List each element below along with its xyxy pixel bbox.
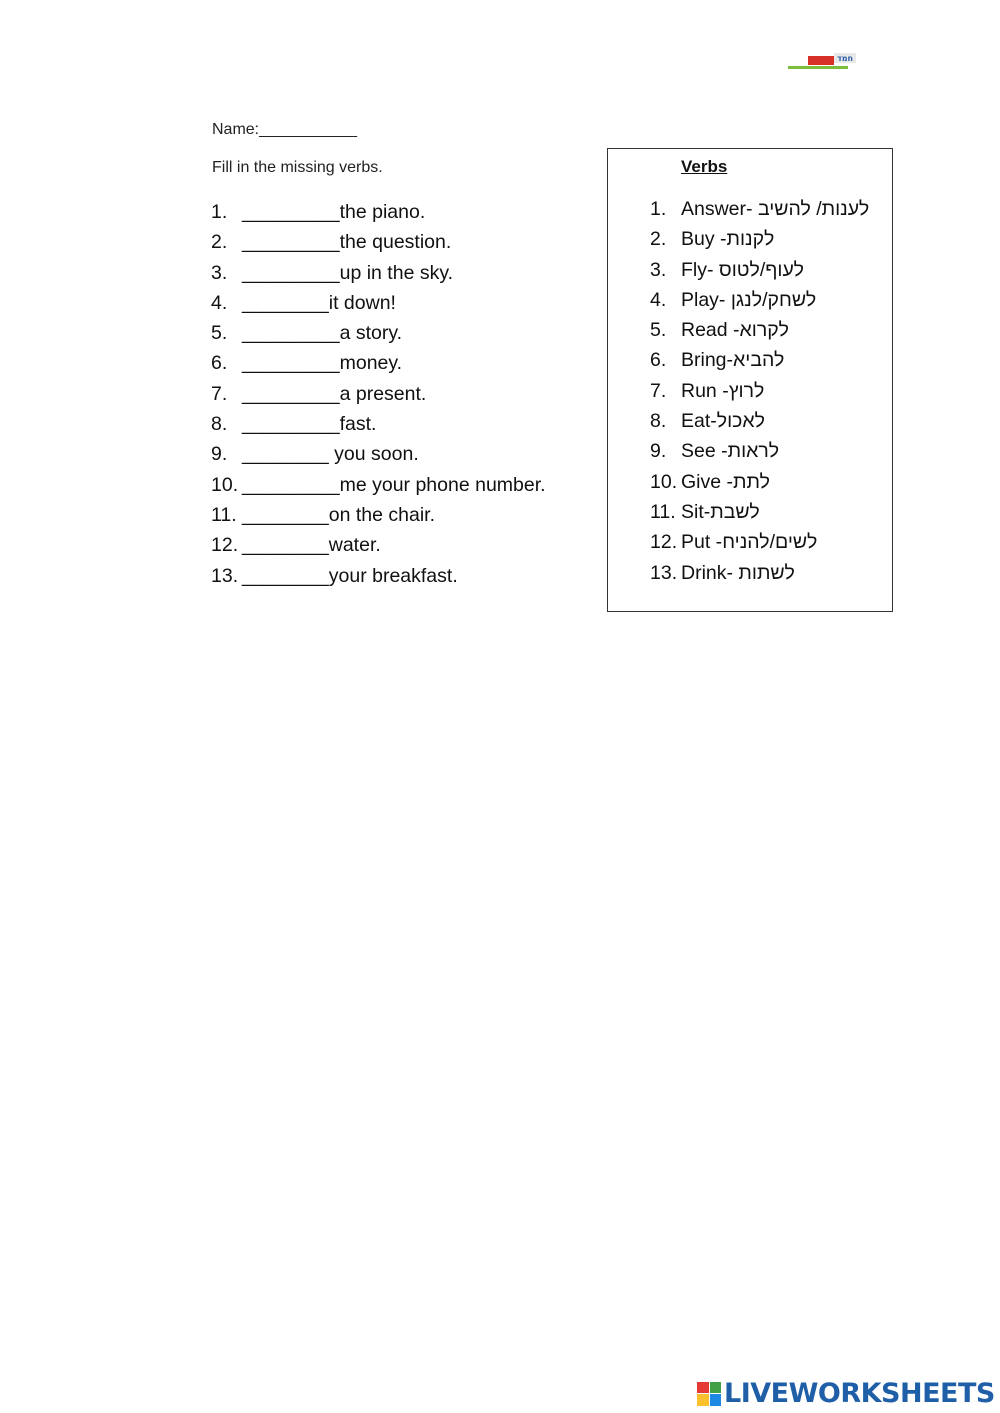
liveworksheets-logo-icon xyxy=(697,1382,721,1406)
verb-number: 11. xyxy=(650,500,676,523)
instruction-text: Fill in the missing verbs. xyxy=(212,159,383,176)
exercise-item xyxy=(211,471,546,501)
verb-item xyxy=(650,468,869,498)
item-sentence: _________the piano. xyxy=(242,201,426,223)
item-sentence: _________money. xyxy=(242,352,403,375)
name-field-label: Name:___________ xyxy=(212,121,358,138)
item-sentence: _________me your phone number. xyxy=(242,473,546,496)
verb-text: Sit-לשבת xyxy=(681,500,760,523)
verbs-title: Verbs xyxy=(681,157,728,176)
verb-text: Drink- לשתות xyxy=(681,561,795,584)
verb-item xyxy=(650,437,869,467)
item-number: 12. xyxy=(211,534,239,557)
verb-item xyxy=(650,377,869,407)
verb-number: 1. xyxy=(650,198,667,220)
verb-text: Give -לתת xyxy=(681,470,770,493)
item-number: 2. xyxy=(211,231,228,254)
item-sentence: _________fast. xyxy=(242,413,377,436)
item-number: 8. xyxy=(211,413,228,436)
verb-item xyxy=(650,559,869,589)
exercise-item xyxy=(211,410,546,440)
item-sentence: _________the question. xyxy=(242,231,452,254)
verb-item xyxy=(650,346,869,376)
item-sentence: _________a present. xyxy=(242,382,427,405)
exercise-item xyxy=(211,259,546,289)
item-number: 3. xyxy=(211,261,228,284)
exercise-item xyxy=(211,562,546,592)
verb-text: Put -לשים/להניח xyxy=(681,531,818,554)
item-sentence: ________on the chair. xyxy=(242,503,436,526)
verb-item xyxy=(650,528,869,558)
exercise-item xyxy=(211,440,546,470)
verb-text: Answer- לענות/ להשיב xyxy=(681,198,870,220)
exercise-item xyxy=(211,349,546,379)
verb-number: 2. xyxy=(650,228,667,251)
verb-text: Read -לקרוא xyxy=(681,319,789,342)
verb-text: Play- לשחק/לנגן xyxy=(681,288,817,311)
exercise-item xyxy=(211,531,546,561)
verb-item xyxy=(650,225,869,255)
item-sentence: ________it down! xyxy=(242,291,396,314)
item-number: 7. xyxy=(211,382,228,405)
verb-item xyxy=(650,256,869,286)
item-number: 11. xyxy=(211,503,237,526)
item-number: 4. xyxy=(211,291,228,314)
school-logo-icon xyxy=(786,50,860,72)
liveworksheets-brand: LIVEWORKSHEETS xyxy=(724,1378,995,1409)
verb-number: 3. xyxy=(650,258,667,281)
verb-number: 9. xyxy=(650,440,667,463)
item-number: 13. xyxy=(211,564,239,587)
verbs-box xyxy=(607,148,893,612)
verb-item xyxy=(650,286,869,316)
exercise-item xyxy=(211,289,546,319)
verb-number: 7. xyxy=(650,379,667,402)
svg-text:חמד: חמד xyxy=(837,54,853,63)
item-sentence: ________water. xyxy=(242,534,381,557)
item-number: 1. xyxy=(211,201,228,223)
item-number: 6. xyxy=(211,352,228,375)
verb-number: 5. xyxy=(650,319,667,342)
verb-number: 13. xyxy=(650,561,678,584)
verb-text: Bring-להביא xyxy=(681,349,785,372)
item-number: 9. xyxy=(211,443,228,466)
verb-text: Run -לרוץ xyxy=(681,379,765,402)
exercise-item xyxy=(211,501,546,531)
verb-number: 12. xyxy=(650,531,678,554)
exercise-list xyxy=(211,198,546,592)
liveworksheets-footer[interactable] xyxy=(697,1378,995,1409)
verb-number: 10. xyxy=(650,470,678,493)
item-sentence: _________a story. xyxy=(242,322,403,345)
exercise-item xyxy=(211,198,546,228)
verb-number: 4. xyxy=(650,288,667,311)
verb-item xyxy=(650,407,869,437)
item-sentence: ________ you soon. xyxy=(242,443,419,466)
exercise-item xyxy=(211,228,546,258)
item-sentence: ________your breakfast. xyxy=(242,564,458,587)
item-number: 5. xyxy=(211,322,228,345)
verb-item xyxy=(650,316,869,346)
verb-number: 8. xyxy=(650,410,667,433)
verbs-list xyxy=(650,195,869,589)
verb-item xyxy=(650,195,869,225)
item-number: 10. xyxy=(211,473,239,496)
verb-text: Buy -לקנות xyxy=(681,228,775,251)
verb-text: See -לראות xyxy=(681,440,780,463)
verb-number: 6. xyxy=(650,349,667,372)
exercise-item xyxy=(211,319,546,349)
verb-text: Eat-לאכול xyxy=(681,410,765,433)
verb-text: Fly- לעוף/לטוס xyxy=(681,258,804,281)
exercise-item xyxy=(211,380,546,410)
verb-item xyxy=(650,498,869,528)
item-sentence: _________up in the sky. xyxy=(242,261,454,284)
